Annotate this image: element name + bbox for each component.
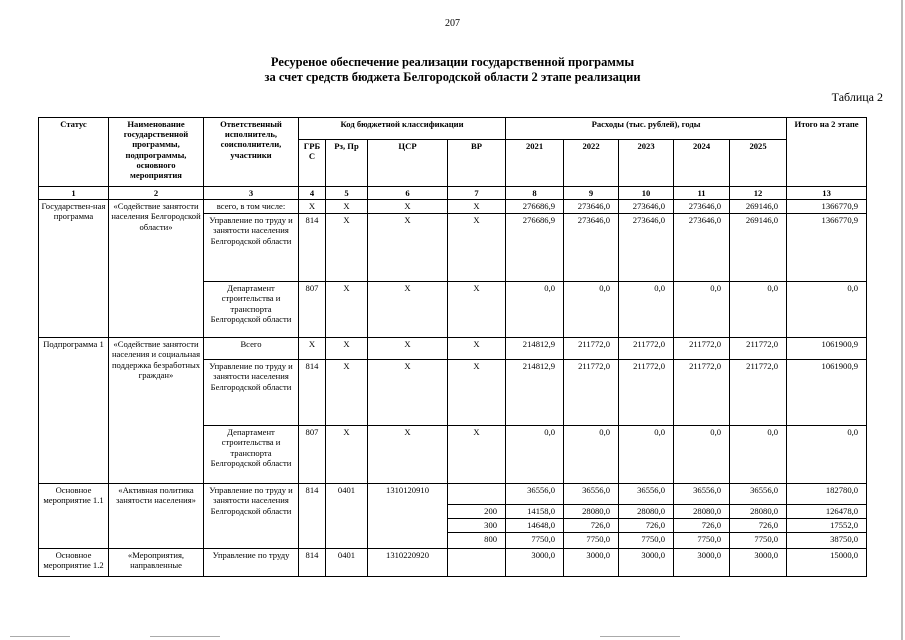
header-total: Итого на 2 этапе	[787, 118, 867, 187]
header-grbs-cont	[299, 165, 326, 187]
cell-2025: 211772,0	[730, 360, 787, 426]
cell-2023: 726,0	[619, 519, 674, 533]
table-label: Таблица 2	[831, 90, 883, 104]
cell-total: 38750,0	[787, 533, 867, 549]
row-responsible: Управление по труду и занятости населения Белгородской области	[204, 214, 299, 282]
cell-grbs: 807	[299, 426, 326, 484]
cell-total: 0,0	[787, 282, 867, 338]
cell-2022: 0,0	[564, 282, 619, 338]
header-2023: 2023	[619, 140, 674, 187]
cell-grbs: Х	[299, 338, 326, 360]
row-responsible: Департамент строительства и транспорта Белгородской области	[204, 426, 299, 484]
cell-2022: 3000,0	[564, 549, 619, 577]
cell-2025: 726,0	[730, 519, 787, 533]
cell-2024: 726,0	[674, 519, 730, 533]
table-row	[39, 338, 867, 360]
cell-grbs: 814	[299, 484, 326, 549]
cell-vr: Х	[448, 360, 506, 426]
row-responsible: Всего	[204, 338, 299, 360]
cell-2023: 0,0	[619, 282, 674, 338]
row-name: «Содействие занятости населения Белгородской области»	[109, 200, 204, 338]
cell-total: 0,0	[787, 426, 867, 484]
cell-2023: 0,0	[619, 426, 674, 484]
cell-rzpr: Х	[326, 360, 368, 426]
cell-2022: 36556,0	[564, 484, 619, 505]
row-responsible: Департамент строительства и транспорта Белгородской области	[204, 282, 299, 338]
cell-2025: 269146,0	[730, 200, 787, 214]
cell-csr: Х	[368, 200, 448, 214]
cell-2021: 276686,9	[506, 200, 564, 214]
row-responsible: Управление по труду и занятости населения Белгородской области	[204, 484, 299, 549]
cell-vr	[448, 549, 506, 577]
cell-2021: 36556,0	[506, 484, 564, 505]
cell-grbs: 814	[299, 549, 326, 577]
header-vr: ВР	[448, 140, 506, 187]
header-2025: 2025	[730, 140, 787, 187]
cell-csr: Х	[368, 360, 448, 426]
cell-total: 182780,0	[787, 484, 867, 505]
row-name: «Мероприятия, направленные	[109, 549, 204, 577]
header-rzpr-cont	[326, 165, 368, 187]
cell-vr: 300	[448, 519, 506, 533]
header-2021: 2021	[506, 140, 564, 187]
cell-2021: 14648,0	[506, 519, 564, 533]
cell-2025: 3000,0	[730, 549, 787, 577]
cell-grbs: 814	[299, 214, 326, 282]
scan-artifact-line	[600, 636, 680, 637]
col-number: 13	[787, 187, 867, 200]
cell-2025: 211772,0	[730, 338, 787, 360]
cell-grbs: 807	[299, 282, 326, 338]
cell-total: 15000,0	[787, 549, 867, 577]
cell-vr	[448, 484, 506, 505]
cell-total: 1061900,9	[787, 338, 867, 360]
page-number: 207	[445, 18, 460, 29]
cell-total: 17552,0	[787, 519, 867, 533]
col-number: 6	[368, 187, 448, 200]
row-status: Подпрограмма 1	[39, 338, 109, 484]
header-name: Наименование государственной программы, подпрограммы, основного мероприятия	[109, 118, 204, 187]
col-number: 5	[326, 187, 368, 200]
row-responsible: всего, в том числе:	[204, 200, 299, 214]
row-name: «Содействие занятости населения и социальная поддержка безработных граждан»	[109, 338, 204, 484]
row-name: «Активная политика занятости населения»	[109, 484, 204, 549]
cell-2022: 273646,0	[564, 214, 619, 282]
cell-2023: 273646,0	[619, 200, 674, 214]
cell-rzpr: Х	[326, 282, 368, 338]
cell-total: 1366770,9	[787, 200, 867, 214]
cell-vr: Х	[448, 214, 506, 282]
cell-2022: 211772,0	[564, 338, 619, 360]
cell-2025: 28080,0	[730, 505, 787, 519]
cell-vr: Х	[448, 282, 506, 338]
cell-2021: 214812,9	[506, 360, 564, 426]
cell-rzpr: 0401	[326, 484, 368, 549]
cell-2024: 0,0	[674, 426, 730, 484]
cell-2021: 214812,9	[506, 338, 564, 360]
cell-2022: 7750,0	[564, 533, 619, 549]
cell-vr: Х	[448, 426, 506, 484]
col-number: 10	[619, 187, 674, 200]
cell-2021: 14158,0	[506, 505, 564, 519]
resource-table	[38, 117, 867, 577]
header-2022: 2022	[564, 140, 619, 187]
cell-csr: Х	[368, 214, 448, 282]
header-budget-code: Код бюджетной классификации	[299, 118, 506, 140]
scan-artifact-line	[10, 636, 70, 637]
cell-2024: 36556,0	[674, 484, 730, 505]
col-number: 8	[506, 187, 564, 200]
header-rzpr: Рз, Пр	[326, 140, 368, 165]
title-line-1: Ресуреное обеспечение реализации государственной программы	[270, 55, 635, 69]
cell-2022: 726,0	[564, 519, 619, 533]
cell-2023: 7750,0	[619, 533, 674, 549]
title-line-2: за счет средств бюджета Белгородской области 2 этапе реализации	[264, 70, 641, 84]
col-number: 1	[39, 187, 109, 200]
cell-2022: 0,0	[564, 426, 619, 484]
cell-total: 1061900,9	[787, 360, 867, 426]
scan-artifact-line	[150, 636, 220, 637]
document-title	[0, 55, 905, 85]
cell-total: 1366770,9	[787, 214, 867, 282]
cell-vr: Х	[448, 338, 506, 360]
header-responsible: Ответственный исполнитель, соисполнители, участники	[204, 118, 299, 187]
scan-edge	[901, 0, 903, 640]
col-number: 7	[448, 187, 506, 200]
col-number: 12	[730, 187, 787, 200]
row-responsible: Управление по труду и занятости населения Белгородской области	[204, 360, 299, 426]
table-row	[39, 200, 867, 214]
col-number: 4	[299, 187, 326, 200]
cell-2024: 7750,0	[674, 533, 730, 549]
row-status: Основное мероприятие 1.1	[39, 484, 109, 549]
col-number: 11	[674, 187, 730, 200]
cell-2025: 7750,0	[730, 533, 787, 549]
cell-2021: 3000,0	[506, 549, 564, 577]
cell-vr: 800	[448, 533, 506, 549]
cell-2023: 28080,0	[619, 505, 674, 519]
header-expenses: Расходы (тыс. рублей), годы	[506, 118, 787, 140]
cell-csr: Х	[368, 426, 448, 484]
cell-grbs: Х	[299, 200, 326, 214]
cell-rzpr: Х	[326, 214, 368, 282]
cell-2025: 0,0	[730, 426, 787, 484]
column-number-row	[39, 187, 867, 200]
cell-2021: 0,0	[506, 426, 564, 484]
cell-rzpr: Х	[326, 200, 368, 214]
cell-2022: 273646,0	[564, 200, 619, 214]
cell-2021: 0,0	[506, 282, 564, 338]
cell-2021: 276686,9	[506, 214, 564, 282]
cell-csr: Х	[368, 338, 448, 360]
header-status: Статус	[39, 118, 109, 187]
cell-vr: 200	[448, 505, 506, 519]
cell-csr: 1310120910	[368, 484, 448, 549]
header-row-1	[39, 118, 867, 140]
row-status: Государствен-ная программа	[39, 200, 109, 338]
cell-csr: 1310220920	[368, 549, 448, 577]
col-number: 3	[204, 187, 299, 200]
cell-2024: 211772,0	[674, 338, 730, 360]
cell-2022: 211772,0	[564, 360, 619, 426]
cell-grbs: 814	[299, 360, 326, 426]
cell-2024: 273646,0	[674, 214, 730, 282]
cell-2023: 36556,0	[619, 484, 674, 505]
cell-csr: Х	[368, 282, 448, 338]
table-row	[39, 549, 867, 577]
cell-2024: 0,0	[674, 282, 730, 338]
cell-2025: 36556,0	[730, 484, 787, 505]
cell-2022: 28080,0	[564, 505, 619, 519]
col-number: 2	[109, 187, 204, 200]
cell-total: 126478,0	[787, 505, 867, 519]
row-responsible: Управление по труду	[204, 549, 299, 577]
cell-vr: Х	[448, 200, 506, 214]
cell-2024: 28080,0	[674, 505, 730, 519]
cell-2023: 211772,0	[619, 360, 674, 426]
cell-2021: 7750,0	[506, 533, 564, 549]
header-2024: 2024	[674, 140, 730, 187]
cell-rzpr: 0401	[326, 549, 368, 577]
cell-2023: 3000,0	[619, 549, 674, 577]
cell-2025: 269146,0	[730, 214, 787, 282]
cell-2024: 211772,0	[674, 360, 730, 426]
cell-2023: 211772,0	[619, 338, 674, 360]
col-number: 9	[564, 187, 619, 200]
row-status: Основное мероприятие 1.2	[39, 549, 109, 577]
cell-2024: 3000,0	[674, 549, 730, 577]
cell-2023: 273646,0	[619, 214, 674, 282]
cell-2024: 273646,0	[674, 200, 730, 214]
cell-2025: 0,0	[730, 282, 787, 338]
cell-rzpr: Х	[326, 426, 368, 484]
header-grbs: ГРБ С	[299, 140, 326, 165]
cell-rzpr: Х	[326, 338, 368, 360]
table-row	[39, 484, 867, 505]
header-csr: ЦСР	[368, 140, 448, 187]
